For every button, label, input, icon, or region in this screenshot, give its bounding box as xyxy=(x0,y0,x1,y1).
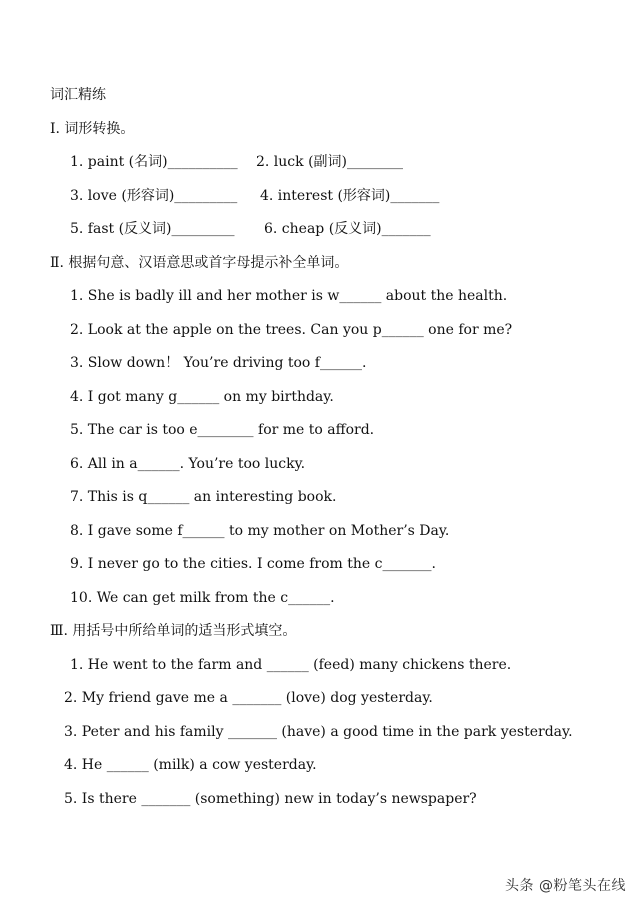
section-2-item-8: 8. I gave some f______ to my mother on Mother’s Day. xyxy=(70,523,450,539)
section-1-item-2: 2. luck (副词)________ xyxy=(256,154,403,170)
section-2-item-2: 2. Look at the apple on the trees. Can you p______ one for me? xyxy=(70,322,513,338)
watermark-text: 头条 @粉笔头在线 xyxy=(505,878,626,894)
section-3-item-1: 1. He went to the farm and ______ (feed) many chickens there. xyxy=(70,657,512,673)
section-1-item-4: 4. interest (形容词)_______ xyxy=(260,188,440,204)
section-2-item-1: 1. She is badly ill and her mother is w______ about the health. xyxy=(70,288,508,304)
section-3-heading: Ⅲ. 用括号中所给单词的适当形式填空。 xyxy=(50,623,297,639)
section-1-heading: Ⅰ. 词形转换。 xyxy=(50,121,135,137)
section-1-item-3: 3. love (形容词)_________ xyxy=(70,188,238,204)
section-3-item-5: 5. Is there _______ (something) new in today’s newspaper? xyxy=(64,791,477,807)
section-2-item-3: 3. Slow down！ You’re driving too f______. xyxy=(70,355,367,371)
section-2-item-10: 10. We can get milk from the c______. xyxy=(70,590,335,606)
page-title: 词汇精练 xyxy=(50,87,106,103)
section-2-heading: Ⅱ. 根据句意、汉语意思或首字母提示补全单词。 xyxy=(50,255,349,271)
section-2-item-4: 4. I got many g______ on my birthday. xyxy=(70,389,334,405)
section-2-item-5: 5. The car is too e________ for me to afford. xyxy=(70,422,375,438)
section-2-item-6: 6. All in a______. You’re too lucky. xyxy=(70,456,306,472)
section-3-item-4: 4. He ______ (milk) a cow yesterday. xyxy=(64,757,317,773)
section-1-item-6: 6. cheap (反义词)_______ xyxy=(264,221,431,237)
section-1-item-5: 5. fast (反义词)_________ xyxy=(70,221,235,237)
section-3-item-3: 3. Peter and his family _______ (have) a good time in the park yesterday. xyxy=(64,724,573,740)
section-3-item-2: 2. My friend gave me a _______ (love) dog yesterday. xyxy=(64,690,433,706)
section-2-item-7: 7. This is q______ an interesting book. xyxy=(70,489,337,505)
section-1-item-1: 1. paint (名词)__________ xyxy=(70,154,238,170)
section-2-item-9: 9. I never go to the cities. I come from the c_______. xyxy=(70,556,436,572)
